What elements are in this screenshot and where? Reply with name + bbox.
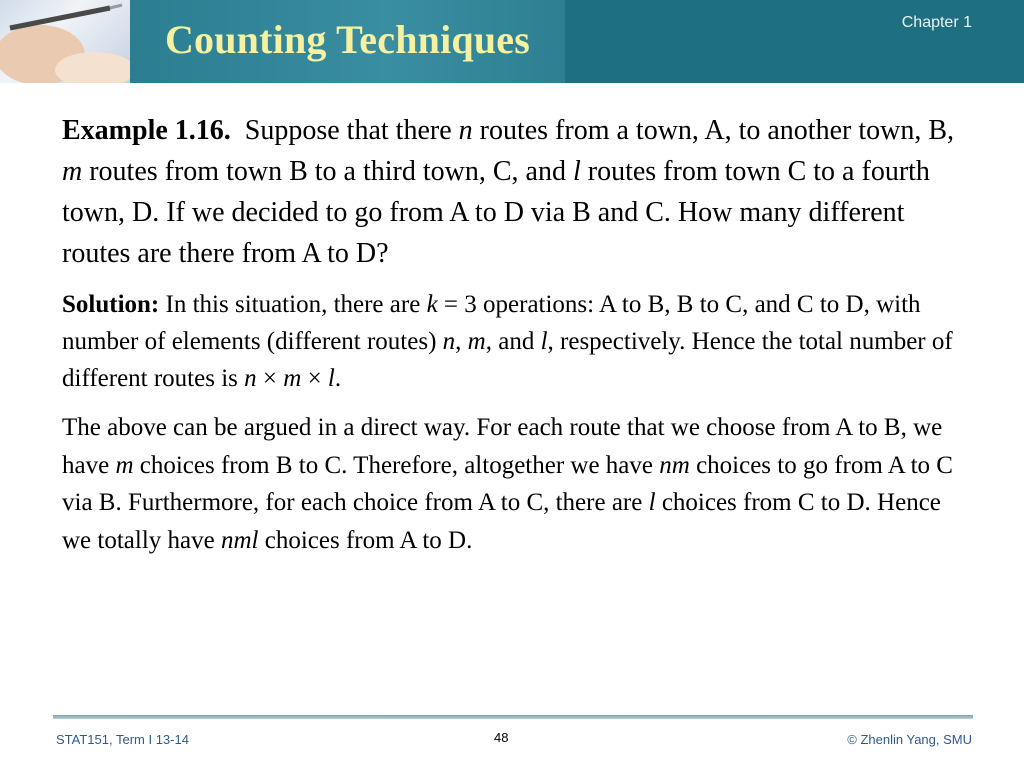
times-2: × bbox=[301, 365, 328, 392]
example-text-1: Suppose that there bbox=[244, 115, 459, 146]
header-bar bbox=[0, 0, 1024, 83]
var-l: l bbox=[648, 489, 656, 516]
example-paragraph bbox=[62, 110, 972, 274]
header-photo bbox=[0, 0, 130, 83]
solution-label: Solution: bbox=[62, 291, 160, 318]
argument-text-1: The above can be argued in a direct way. For each route that we choose from A to B, we have bbox=[62, 414, 943, 479]
comma-1: , bbox=[455, 328, 468, 355]
solution-text-1: In this situation, there are bbox=[159, 291, 427, 318]
page-title: Counting Techniques bbox=[164, 17, 531, 62]
var-m: m bbox=[62, 156, 83, 187]
page-number: 48 bbox=[494, 730, 509, 745]
solution-text-3: , respectively. Hence the total number of different routes is bbox=[62, 328, 953, 392]
var-nml: nml bbox=[220, 526, 259, 554]
formula-l: l bbox=[327, 365, 335, 392]
chapter-label: Chapter 1 bbox=[901, 14, 972, 31]
var-m: m bbox=[115, 451, 134, 479]
solution-paragraph bbox=[62, 286, 972, 397]
footer-course: STAT151, Term I 13-14 bbox=[56, 732, 189, 747]
times-1: × bbox=[256, 365, 284, 392]
var-k: k bbox=[426, 291, 438, 318]
argument-text-3: choices to go from A to C via B. Furthermore, for each choice from A to C, there are bbox=[62, 451, 953, 516]
var-nm: nm bbox=[659, 451, 690, 479]
comma-2: , and bbox=[485, 328, 541, 355]
solution-end: . bbox=[334, 365, 342, 392]
argument-text-4: choices from C to D. Hence we totally have bbox=[62, 489, 941, 554]
var-m: m bbox=[467, 328, 486, 355]
example-label: Example 1.16. bbox=[62, 115, 231, 146]
footer-copyright: © Zhenlin Yang, SMU bbox=[847, 732, 972, 747]
formula-n: n bbox=[244, 365, 257, 392]
slide-content bbox=[62, 110, 972, 559]
argument-paragraph bbox=[62, 409, 972, 559]
var-n: n bbox=[458, 115, 473, 146]
hand-with-pen-icon bbox=[0, 0, 130, 83]
example-text-2: routes from a town, A, to another town, B, bbox=[472, 115, 954, 146]
example-text-4: routes from town C to a fourth town, D. If we decided to go from A to D via B and C. How many different routes are there from A to D? bbox=[62, 156, 930, 269]
var-l: l bbox=[572, 156, 581, 187]
var-n: n bbox=[442, 328, 456, 355]
example-text-3: routes from town B to a third town, C, and bbox=[82, 156, 573, 187]
var-l: l bbox=[540, 328, 548, 355]
footer-divider bbox=[53, 715, 973, 719]
argument-text-2: choices from B to C. Therefore, altogether we have bbox=[133, 451, 660, 479]
formula-m: m bbox=[283, 365, 302, 392]
solution-text-2: = 3 operations: A to B, B to C, and C to D, with number of elements (different routes) bbox=[62, 291, 921, 355]
argument-text-5: choices from A to D. bbox=[258, 526, 473, 554]
